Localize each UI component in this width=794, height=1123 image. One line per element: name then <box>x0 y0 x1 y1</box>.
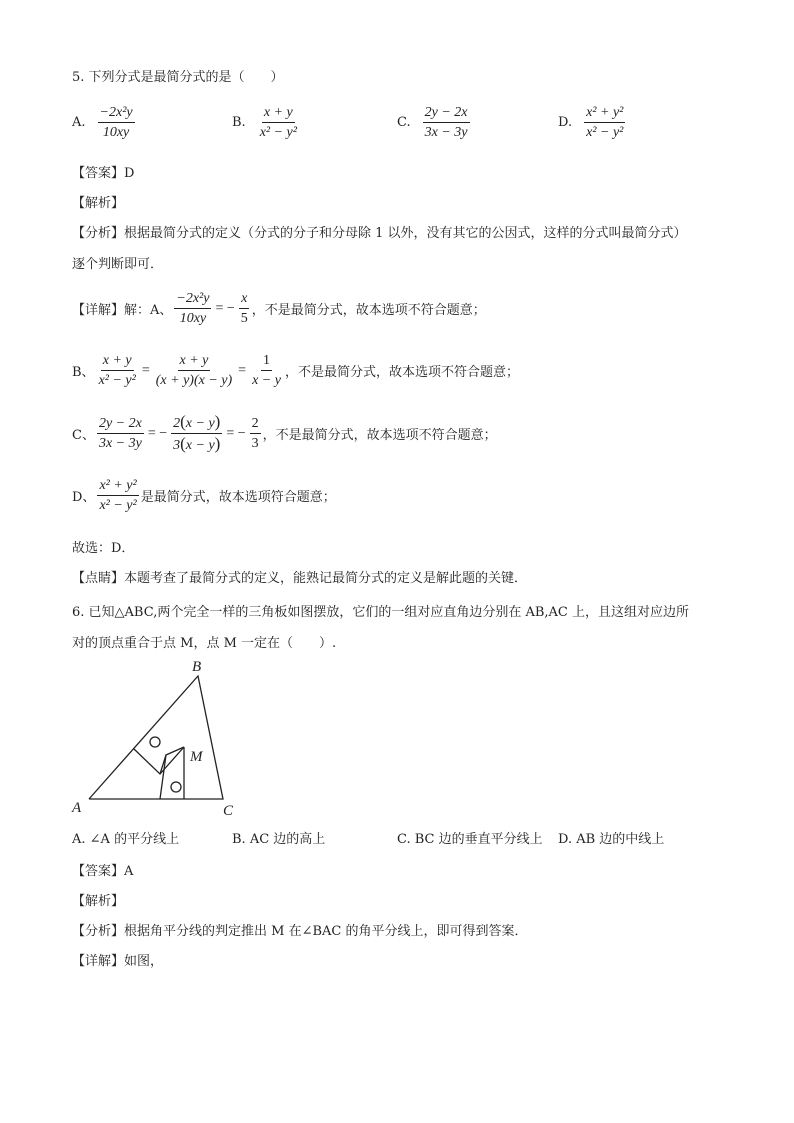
denominator: x² − y² <box>98 373 136 388</box>
detail-suffix: ，不是最简分式，故本选项不符合题意； <box>262 428 497 443</box>
q5-detail-b: B、 $\frac{x + y}{\text{x² − y²}}$ = $\frac{x + y}{(x + y)(x - y)}$ = $\frac{1}{x - y}$ ，不是最简分式，故本选项不符合题意； <box>72 353 519 388</box>
q6-detail: 【详解】如图， <box>72 954 164 969</box>
detail-prefix: B、 <box>72 365 95 380</box>
q5-analysis-tag: 【解析】 <box>72 196 125 211</box>
fraction: $\frac{2}{3}$ <box>251 416 259 451</box>
q5-option-a[interactable] <box>72 104 137 141</box>
numerator: 2y − 2x <box>423 104 470 123</box>
numerator: −2x²y <box>174 290 211 309</box>
q6-stem-line-2: 对的顶点重合于点 M，点 M 一定在（ ）. <box>72 636 337 651</box>
q6-option-d[interactable]: D. AB 边的中线上 <box>558 832 665 847</box>
q5-option-b[interactable] <box>232 104 301 141</box>
numerator: x² + y² <box>584 104 625 123</box>
q5-stem: 5. 下列分式是最简分式的是（ ） <box>72 70 284 85</box>
detail-suffix: 是最简分式，故本选项符合题意； <box>140 490 336 505</box>
fraction <box>97 477 138 514</box>
denominator: 3x − 3y <box>98 436 142 451</box>
q6-stem-line-1: 6. 已知△ABC,两个完全一样的三角板如图摆放，它们的一组对应直角边分别在 AB,AC 上，且这组对应边所 <box>72 605 690 620</box>
q5-option-d[interactable] <box>558 104 627 141</box>
option-label: A. <box>72 115 86 130</box>
circle-mark-lower <box>171 782 181 792</box>
detail-prefix: D、 <box>72 490 96 505</box>
option-label: C. <box>397 115 411 130</box>
label-a: A <box>72 800 82 816</box>
fraction <box>423 104 470 141</box>
numerator: −2x²y <box>98 104 135 123</box>
q6-answer: 【答案】A <box>72 864 134 879</box>
detail-suffix: ，不是最简分式，故本选项不符合题意； <box>251 303 486 318</box>
fraction: $\frac{1}{x - y}$ <box>252 353 281 388</box>
q5-detail-a: 【详解】解：A、 $\frac{\text{−2x²y}}{10xy}$ = − $\frac{x}{5}$ ，不是最简分式，故本选项不符合题意； <box>72 291 486 326</box>
numerator: x² + y² <box>97 477 138 496</box>
q6-fenxi: 【分析】根据角平分线的判定推出 M 在∠BAC 的角平分线上，即可得到答案． <box>72 924 528 939</box>
denominator: x² − y² <box>586 125 624 140</box>
circle-mark-upper <box>150 737 160 747</box>
denominator: 3x − 3y <box>424 125 468 140</box>
label-m: M <box>190 749 203 765</box>
fraction: $\frac{x + y}{(x + y)(x - y)}$ <box>155 353 233 388</box>
denominator: x² − y² <box>259 125 297 140</box>
q6-option-a[interactable]: A. ∠A 的平分线上 <box>72 832 180 847</box>
q5-fenxi-line-2: 逐个判断即可． <box>72 257 164 272</box>
detail-suffix: ，不是最简分式，故本选项不符合题意； <box>284 365 519 380</box>
fraction <box>97 415 144 452</box>
numerator: x + y <box>262 104 295 123</box>
set-square-lower <box>160 747 184 799</box>
fraction <box>97 352 138 389</box>
q5-detail-c: C、 $\frac{2y - 2x}{3x - 3y}$ = − $\frac{2(x - y)}{3(x - y)}$ = − $\frac{2}{3}$ ，不是最简分式，故本选项不符合题意； <box>72 412 497 453</box>
q6-option-b[interactable]: B. AC 边的高上 <box>232 832 326 847</box>
numerator: x + y <box>101 352 134 371</box>
q5-option-c[interactable] <box>397 104 472 141</box>
q5-detail-d <box>72 477 336 514</box>
option-label: D. <box>558 115 573 130</box>
fraction <box>258 104 299 141</box>
q5-conclusion: 故选：D． <box>72 541 135 556</box>
triangle-diagram <box>70 655 250 820</box>
q6-option-c[interactable]: C. BC 边的垂直平分线上 <box>397 832 543 847</box>
fraction: $\frac{2(x - y)}{3(x - y)}$ <box>173 412 221 453</box>
q6-analysis-tag: 【解析】 <box>72 894 125 909</box>
q5-fenxi-line-1: 【分析】根据最简分式的定义（分式的分子和分母除 1 以外，没有其它的公因式，这样的分式叫最简分式） <box>72 226 687 241</box>
q5-answer: 【答案】D <box>72 166 135 181</box>
detail-prefix: 【详解】解：A、 <box>72 303 173 318</box>
fraction <box>174 290 211 327</box>
set-square-upper <box>134 747 184 774</box>
numerator: 2y − 2x <box>97 415 144 434</box>
label-c: C <box>223 803 234 819</box>
fraction <box>584 104 625 141</box>
q5-comment: 【点睛】本题考查了最简分式的定义，能熟记最简分式的定义是解此题的关键． <box>72 571 528 586</box>
detail-prefix: C、 <box>72 428 95 443</box>
denominator: 10xy <box>102 125 130 140</box>
option-label: B. <box>232 115 246 130</box>
label-b: B <box>192 659 202 675</box>
fraction <box>98 104 135 141</box>
fraction: $\frac{x}{5}$ <box>240 291 248 326</box>
denominator: 10xy <box>179 311 207 326</box>
triangle-figure <box>70 655 250 824</box>
denominator: x² − y² <box>99 498 137 513</box>
